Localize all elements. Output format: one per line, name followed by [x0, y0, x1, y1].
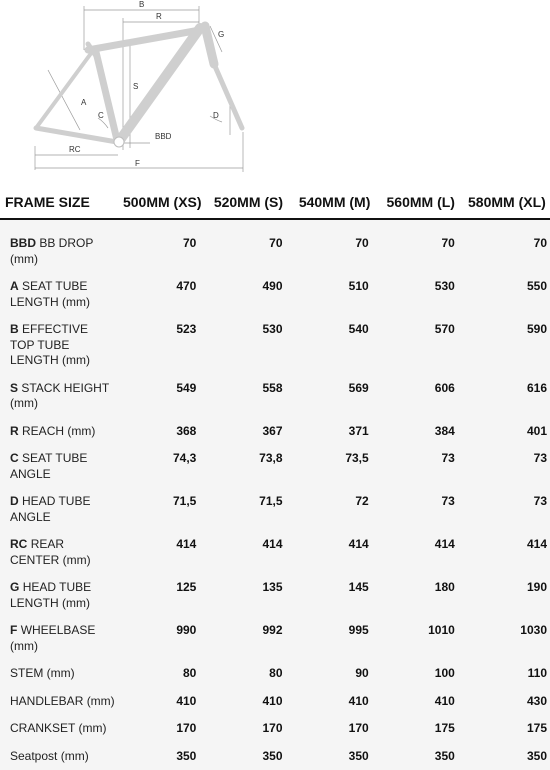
- table-row: [0, 574, 550, 617]
- size-header: 560MM (L): [378, 186, 464, 219]
- measure-value: 170: [292, 715, 378, 743]
- measure-value: 73: [464, 445, 550, 488]
- measure-label: [0, 531, 119, 574]
- measure-value: 992: [205, 617, 291, 660]
- measure-code: BBD: [10, 236, 36, 250]
- table-row: [0, 715, 550, 743]
- measure-value: 73: [378, 445, 464, 488]
- dim-label-c: C: [98, 111, 104, 120]
- measure-value: 175: [464, 715, 550, 743]
- measure-value: 367: [205, 418, 291, 446]
- measure-value: 72: [292, 488, 378, 531]
- measure-value: 180: [378, 574, 464, 617]
- measure-code: S: [10, 381, 18, 395]
- measure-value: 510: [292, 273, 378, 316]
- measure-value: 410: [292, 688, 378, 716]
- measure-value: 71,5: [119, 488, 205, 531]
- measure-code: A: [10, 279, 19, 293]
- dim-label-b: B: [139, 0, 144, 9]
- measure-value: 71,5: [205, 488, 291, 531]
- frame-geometry-diagram: [0, 0, 300, 175]
- measure-name: BB DROP (mm): [10, 236, 93, 266]
- dim-label-rc: RC: [69, 145, 81, 154]
- measure-value: 1030: [464, 617, 550, 660]
- measure-name: STACK HEIGHT (mm): [10, 381, 109, 411]
- measure-value: 523: [119, 316, 205, 375]
- measure-value: 170: [205, 715, 291, 743]
- table-row: [0, 531, 550, 574]
- measure-value: 410: [378, 688, 464, 716]
- measure-value: 569: [292, 375, 378, 418]
- measure-label: [0, 230, 119, 273]
- measure-value: 606: [378, 375, 464, 418]
- geometry-table: [0, 186, 550, 770]
- measure-value: 80: [119, 660, 205, 688]
- table-row: [0, 445, 550, 488]
- measure-code: B: [10, 322, 19, 336]
- measure-value: 430: [464, 688, 550, 716]
- measure-value: 414: [205, 531, 291, 574]
- measure-value: 414: [464, 531, 550, 574]
- measure-value: 175: [378, 715, 464, 743]
- measure-value: 135: [205, 574, 291, 617]
- size-header: 580MM (XL): [464, 186, 550, 219]
- measure-label: [0, 574, 119, 617]
- measure-value: 470: [119, 273, 205, 316]
- measure-name: HEAD TUBE LENGTH (mm): [10, 580, 91, 610]
- measure-label: [0, 375, 119, 418]
- measure-value: 410: [205, 688, 291, 716]
- measure-label: [0, 743, 119, 770]
- measure-value: 100: [378, 660, 464, 688]
- measure-label: [0, 715, 119, 743]
- measure-label: [0, 273, 119, 316]
- measure-value: 73,5: [292, 445, 378, 488]
- table-row: [0, 375, 550, 418]
- measure-code: C: [10, 451, 19, 465]
- measure-value: 384: [378, 418, 464, 446]
- measure-value: 1010: [378, 617, 464, 660]
- measure-value: 125: [119, 574, 205, 617]
- dim-label-s: S: [133, 82, 138, 91]
- table-row: [0, 743, 550, 770]
- measure-value: 70: [292, 230, 378, 273]
- measure-name: Seatpost (mm): [10, 749, 89, 763]
- measure-value: 73: [378, 488, 464, 531]
- measure-value: 549: [119, 375, 205, 418]
- dim-label-g: G: [218, 30, 224, 39]
- size-header: 540MM (M): [292, 186, 378, 219]
- measure-code: RC: [10, 537, 27, 551]
- measure-label: [0, 660, 119, 688]
- measure-value: 371: [292, 418, 378, 446]
- measure-name: CRANKSET (mm): [10, 721, 106, 735]
- measure-value: 350: [378, 743, 464, 770]
- table-row: [0, 230, 550, 273]
- dim-label-bbd: BBD: [155, 132, 172, 141]
- measure-name: REACH (mm): [22, 424, 95, 438]
- measure-code: G: [10, 580, 19, 594]
- measure-value: 110: [464, 660, 550, 688]
- measure-label: [0, 418, 119, 446]
- measure-value: 368: [119, 418, 205, 446]
- measure-value: 145: [292, 574, 378, 617]
- measure-value: 410: [119, 688, 205, 716]
- dim-label-d: D: [213, 111, 219, 120]
- measure-label: [0, 617, 119, 660]
- table-row: [0, 688, 550, 716]
- frame-size-header: FRAME SIZE: [0, 186, 119, 219]
- measure-value: 70: [378, 230, 464, 273]
- measure-value: 70: [119, 230, 205, 273]
- size-header: 520MM (S): [205, 186, 291, 219]
- measure-value: 540: [292, 316, 378, 375]
- measure-value: 74,3: [119, 445, 205, 488]
- measure-value: 73: [464, 488, 550, 531]
- table-row: [0, 488, 550, 531]
- measure-value: 995: [292, 617, 378, 660]
- measure-value: 170: [119, 715, 205, 743]
- measure-value: 350: [292, 743, 378, 770]
- measure-value: 70: [205, 230, 291, 273]
- bike-frame-icon: [36, 26, 242, 142]
- measure-value: 190: [464, 574, 550, 617]
- dim-label-f: F: [135, 159, 140, 168]
- measure-label: [0, 316, 119, 375]
- measure-name: EFFECTIVE TOP TUBE LENGTH (mm): [10, 322, 90, 367]
- measure-code: R: [10, 424, 19, 438]
- measure-value: 70: [464, 230, 550, 273]
- measure-value: 590: [464, 316, 550, 375]
- measure-value: 350: [464, 743, 550, 770]
- measure-value: 990: [119, 617, 205, 660]
- measure-value: 570: [378, 316, 464, 375]
- measure-value: 80: [205, 660, 291, 688]
- measure-label: [0, 445, 119, 488]
- measure-name: REAR CENTER (mm): [10, 537, 91, 567]
- size-header: 500MM (XS): [119, 186, 205, 219]
- table-row: [0, 617, 550, 660]
- measure-value: 530: [378, 273, 464, 316]
- table-row: [0, 316, 550, 375]
- table-header-row: [0, 186, 550, 219]
- measure-value: 350: [205, 743, 291, 770]
- measure-name: SEAT TUBE ANGLE: [10, 451, 87, 481]
- measure-value: 401: [464, 418, 550, 446]
- measure-value: 350: [119, 743, 205, 770]
- measure-value: 530: [205, 316, 291, 375]
- measure-value: 550: [464, 273, 550, 316]
- measure-code: F: [10, 623, 17, 637]
- measure-value: 73,8: [205, 445, 291, 488]
- measure-label: [0, 488, 119, 531]
- table-row: [0, 273, 550, 316]
- measure-name: WHEELBASE (mm): [10, 623, 95, 653]
- measure-code: D: [10, 494, 19, 508]
- measure-name: HANDLEBAR (mm): [10, 694, 115, 708]
- measure-name: STEM (mm): [10, 666, 75, 680]
- measure-name: HEAD TUBE ANGLE: [10, 494, 90, 524]
- measure-value: 414: [378, 531, 464, 574]
- measure-label: [0, 688, 119, 716]
- measure-value: 414: [292, 531, 378, 574]
- measure-name: SEAT TUBE LENGTH (mm): [10, 279, 90, 309]
- measure-value: 90: [292, 660, 378, 688]
- table-row: [0, 418, 550, 446]
- measure-value: 558: [205, 375, 291, 418]
- table-row: [0, 660, 550, 688]
- dim-label-a: A: [81, 98, 87, 107]
- measure-value: 616: [464, 375, 550, 418]
- measure-value: 414: [119, 531, 205, 574]
- measure-value: 490: [205, 273, 291, 316]
- dim-label-r: R: [156, 12, 162, 21]
